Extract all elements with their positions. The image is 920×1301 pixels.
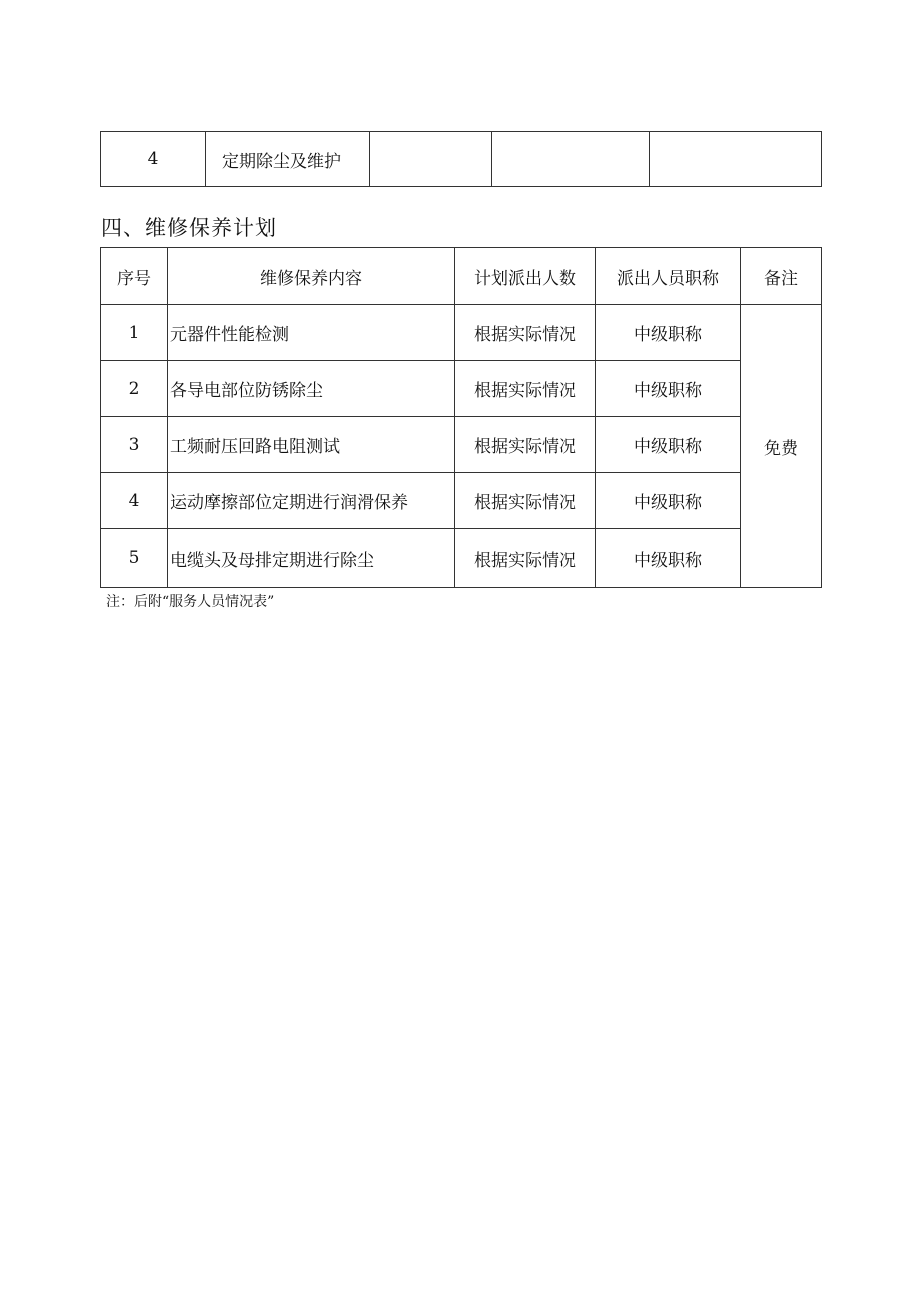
- row-content: 电缆头及母排定期进行除尘: [168, 529, 455, 588]
- row-content: 运动摩擦部位定期进行润滑保养: [168, 473, 455, 529]
- footnote: 注：后附“服务人员情况表”: [106, 594, 275, 610]
- row-staff-title: 中级职称: [596, 473, 741, 529]
- row-index: 2: [101, 361, 168, 417]
- table-row: [101, 132, 822, 187]
- row-staff-title: 中级职称: [596, 529, 741, 588]
- row-index: 5: [101, 529, 168, 588]
- section-heading: 四、维修保养计划: [101, 216, 277, 240]
- table-header-row: [101, 248, 822, 305]
- row-staff-count: 根据实际情况: [455, 305, 596, 361]
- header-content: 维修保养内容: [168, 248, 455, 305]
- header-staff-count: 计划派出人数: [455, 248, 596, 305]
- previous-table: [100, 131, 822, 187]
- maintenance-plan-table: [100, 247, 822, 588]
- table-row: [101, 417, 822, 473]
- empty-cell: [650, 132, 822, 187]
- table-row: [101, 305, 822, 361]
- row-staff-count: 根据实际情况: [455, 473, 596, 529]
- remark-cell: 免费: [741, 305, 822, 588]
- empty-cell: [370, 132, 492, 187]
- table-row: [101, 361, 822, 417]
- header-remark: 备注: [741, 248, 822, 305]
- header-index: 序号: [101, 248, 168, 305]
- row-index: 4: [101, 473, 168, 529]
- row-staff-title: 中级职称: [596, 361, 741, 417]
- row-content: 元器件性能检测: [168, 305, 455, 361]
- row-staff-title: 中级职称: [596, 305, 741, 361]
- row-index: 1: [101, 305, 168, 361]
- row-content: 各导电部位防锈除尘: [168, 361, 455, 417]
- row-index: 3: [101, 417, 168, 473]
- header-staff-title: 派出人员职称: [596, 248, 741, 305]
- row-staff-title: 中级职称: [596, 417, 741, 473]
- table-row: [101, 529, 822, 588]
- empty-cell: [492, 132, 650, 187]
- row-staff-count: 根据实际情况: [455, 529, 596, 588]
- table-row: [101, 473, 822, 529]
- row-content: 工频耐压回路电阻测试: [168, 417, 455, 473]
- row-staff-count: 根据实际情况: [455, 417, 596, 473]
- row-staff-count: 根据实际情况: [455, 361, 596, 417]
- row-number: 4: [101, 132, 206, 187]
- maintenance-item: 定期除尘及维护: [206, 132, 370, 187]
